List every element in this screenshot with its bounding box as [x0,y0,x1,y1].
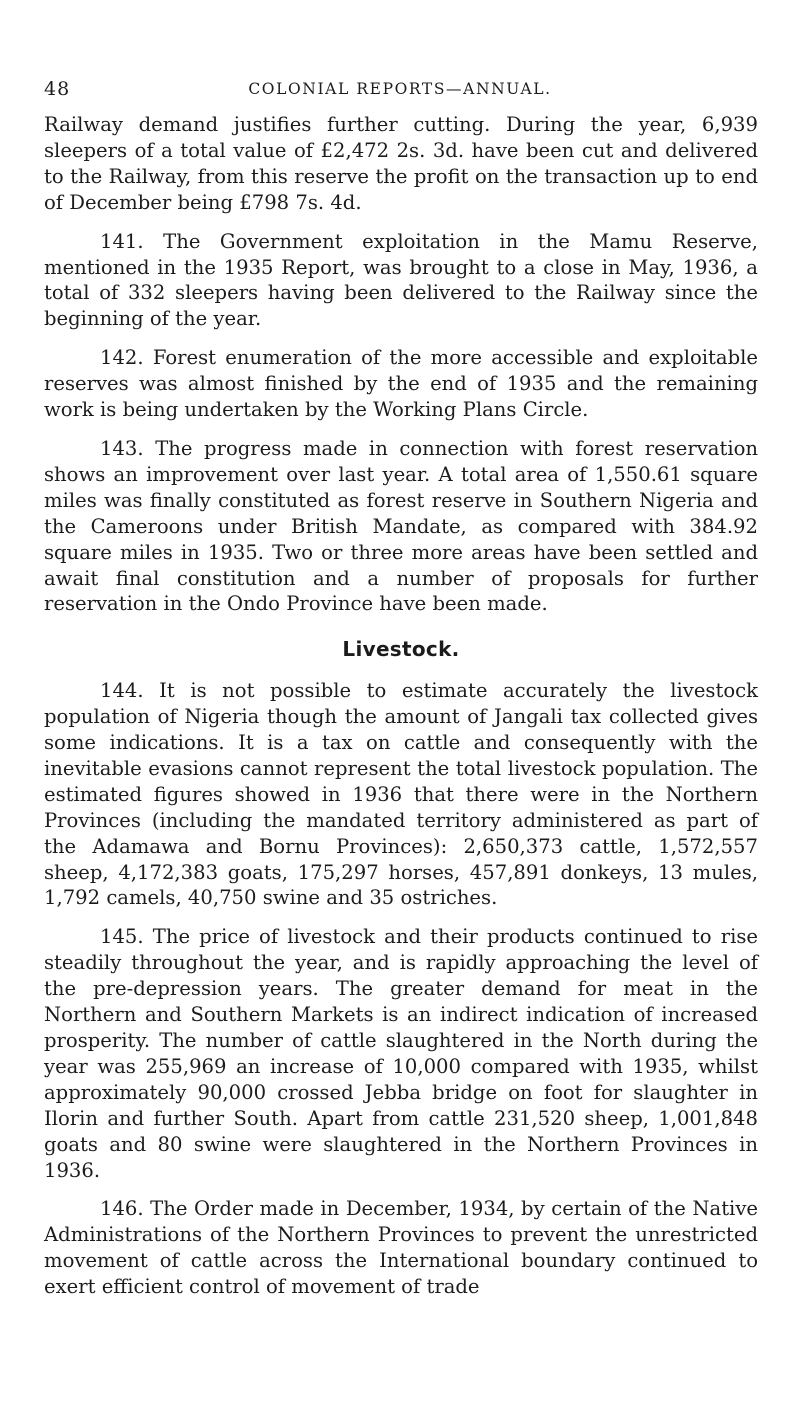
paragraph-144: 144. It is not possible to estimate accurately the livestock population of Nigeria though the amount of Jangali tax collected gives some indications. It is a tax on cattle and consequently with the inevitable evasions cannot represent the total livestock population. The estimated figures showed in 1936 that there were in the Northern Provinces (including the mandated territory administered as part of the Adamawa and Bornu Provinces): 2,650,373 cattle, 1,572,557 sheep, 4,172,383 goats, 175,297 horses, 457,891 donkeys, 13 mules, 1,792 camels, 40,750 swine and 35 ostriches. [44,679,758,910]
running-title: COLONIAL REPORTS—ANNUAL. [248,80,552,98]
paragraph-145: 145. The price of livestock and their products continued to rise steadily throughout the year, and is rapidly approaching the level of the pre-depression years. The greater demand for meat in the Northern and Southern Markets is an indirect indication of increased prosperity. The number of cattle slaughtered in the North during the year was 255,969 an increase of 10,000 compared with 1935, whilst approximately 90,000 crossed Jebba bridge on foot for slaughter in Ilorin and further South. Apart from cattle 231,520 sheep, 1,001,848 goats and 80 swine were slaughtered in the Northern Provinces in 1936. [44,925,758,1182]
paragraph-143: 143. The progress made in connection with forest reservation shows an improvement over last year. A total area of 1,550.61 square miles was finally constituted as forest reserve in Southern Nigeria and the Cameroons under British Mandate, as compared with 384.92 square miles in 1935. Two or three more areas have been settled and await final constitution and a number of proposals for further reservation in the Ondo Province have been made. [44,436,758,616]
page-number: 48 [44,78,71,100]
paragraph-146: 146. The Order made in December, 1934, by certain of the Native Administrations of the Northern Provinces to prevent the unrestricted movement of cattle across the International boundary continued to exert efficient control of movement of trade [44,1197,758,1299]
paragraph-141: 141. The Government exploitation in the Mamu Reserve, mentioned in the 1935 Report, was brought to a close in May, 1936, a total of 332 sleepers having been delivered to the Railway since the beginning of the year. [44,229,758,331]
paragraph-continued: Railway demand justifies further cutting. During the year, 6,939 sleepers of a total value of £2,472 2s. 3d. have been cut and delivered to the Railway, from this reserve the profit on the transaction up to end of December being £798 7s. 4d. [44,113,758,214]
section-heading-livestock: Livestock. [342,637,460,662]
body-text [44,112,758,1313]
page-header [0,78,800,108]
paragraph-142: 142. Forest enumeration of the more accessible and exploitable reserves was almost finished by the end of 1935 and the remaining work is being undertaken by the Working Plans Circle. [44,346,758,422]
